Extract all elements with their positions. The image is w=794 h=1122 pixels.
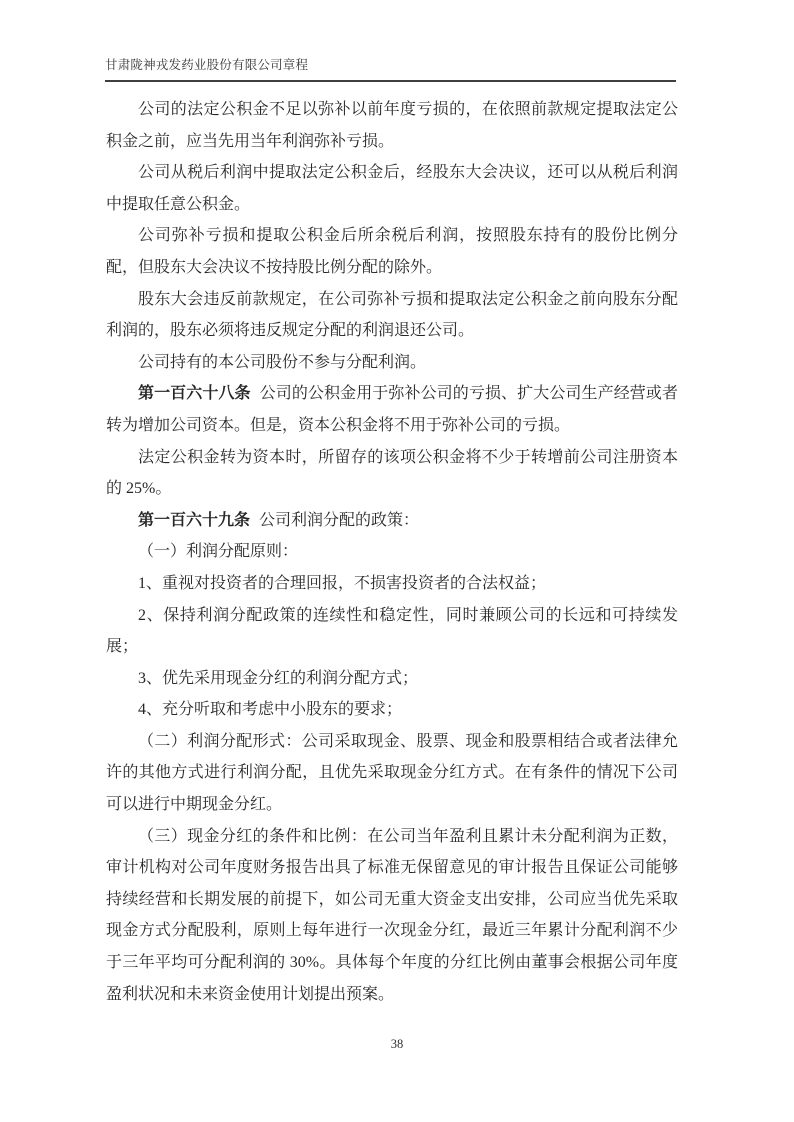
paragraph-text: 公司利润分配的政策：	[259, 511, 420, 529]
paragraph-text: 1、重视对投资者的合理回报，不损害投资者的合法权益；	[138, 574, 547, 592]
paragraph-text: （一）利润分配原则：	[138, 543, 299, 561]
paragraph-text: 公司的法定公积金不足以弥补以前年度亏损的，在依照前款规定提取法定公积金之前，应当先用当年利润弥补亏损。	[106, 101, 678, 150]
paragraph-text: （三）现金分红的条件和比例：在公司当年盈利且累计未分配利润为正数，审计机构对公司年度财务报告出具了标准无保留意见的审计报告且保证公司能够持续经营和长期发展的前提下，如公司无重大资金支出安排，公司应当优先采取现金方式分配股利，原则上每年进行一次现金分红，最近三年累计分配利润不少于三年平均可分配利润的 30%。具体每个年度的分红比例由董事会根据公司年度盈利状况和未来资金使用计划提出预案。	[106, 827, 678, 1003]
paragraph	[106, 378, 678, 441]
paragraph-text: （二）利润分配形式：公司采取现金、股票、现金和股票相结合或者法律允许的其他方式进行利润分配，且优先采取现金分红方式。在有条件的情况下公司可以进行中期现金分红。	[106, 732, 678, 814]
paragraph	[106, 694, 678, 726]
paragraph	[106, 821, 678, 1011]
paragraph-text: 法定公积金转为资本时，所留存的该项公积金将不少于转增前公司注册资本的 25%。	[106, 448, 678, 498]
paragraph	[106, 663, 678, 695]
paragraph	[106, 157, 678, 220]
page-header	[105, 55, 676, 82]
paragraph	[106, 347, 678, 379]
paragraph-text: 公司的公积金用于弥补公司的亏损、扩大公司生产经营或者转为增加公司资本。但是，资本公积金将不用于弥补公司的亏损。	[106, 385, 678, 434]
paragraph-text: 公司持有的本公司股份不参与分配利润。	[138, 353, 427, 371]
paragraph-text: 4、充分听取和考虑中小股东的要求；	[138, 701, 403, 719]
paragraph	[106, 600, 678, 663]
header-title: 甘肃陇神戎发药业股份有限公司章程	[105, 58, 309, 72]
paragraph	[106, 220, 678, 283]
page-footer	[0, 1037, 794, 1052]
paragraph	[106, 505, 678, 537]
article-number: 第一百六十九条	[138, 511, 251, 529]
page-number: 38	[390, 1037, 404, 1051]
paragraph-text: 股东大会违反前款规定，在公司弥补亏损和提取法定公积金之前向股东分配利润的，股东必须将违反规定分配的利润退还公司。	[106, 290, 678, 340]
paragraph	[106, 726, 678, 821]
paragraph-text: 公司从税后利润中提取法定公积金后，经股东大会决议，还可以从税后利润中提取任意公积金。	[106, 164, 678, 213]
article-number: 第一百六十八条	[138, 385, 251, 403]
paragraph	[106, 536, 678, 568]
paragraph	[106, 442, 678, 505]
paragraph-text: 公司弥补亏损和提取公积金后所余税后利润，按照股东持有的股份比例分配，但股东大会决议不按持股比例分配的除外。	[106, 227, 678, 276]
paragraph	[106, 94, 678, 157]
paragraph-text: 3、优先采用现金分红的利润分配方式；	[138, 669, 419, 687]
paragraph	[106, 284, 678, 347]
document-body	[106, 94, 678, 1010]
paragraph	[106, 568, 678, 600]
paragraph-text: 2、保持利润分配政策的连续性和稳定性，同时兼顾公司的长远和可持续发展；	[106, 606, 678, 656]
